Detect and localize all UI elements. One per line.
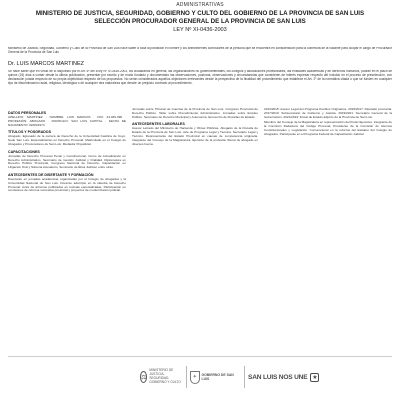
footer-divider: [244, 366, 245, 388]
candidate-name: Dr. LUIS MARCOS MARTINEZ: [8, 61, 84, 67]
column-left: [8, 108, 126, 358]
training-text: Jornadas de Derecho Procesal Penal y Constitucional, Curso de Actualización en Derecho Administrativo, Seminario de Gestión Judicial y Oralidad, Diplomatura en Derecho Público Provincial, Congreso Nacional de Derecho, Capacitación en Litigación Oral y Sistema Acusatorio, Seminario de Ética Judicial, entre otras.: [8, 153, 126, 170]
seal-icon: ⚖: [140, 371, 147, 383]
ministry-title: MINISTERIO DE JUSTICIA, SEGURIDAD, GOBIERNO Y CULTO DEL GOBIERNO DE LA PROVINCIA DE SAN LUIS: [35, 10, 365, 17]
middle-text-b: Asesor Letrado del Ministerio de Hacienda y Obras Públicas. Abogado de la Fiscalía de Estado de la Provincia de San Luis. Jefe de Programa Legal y Técnica. Secretario Legal y Técnico. Representante del Estado Provincial en causas de competencia originaria. Integrante del Consejo de la Magistratura. Ejercicio de la profesión liberal de abogado en diversos fueros.: [132, 126, 258, 146]
ministry-logo: [140, 364, 184, 390]
middle-text-a: Jornadas sobre Tribunal de Cuentas de la Provincia de San Luis. Congreso Provincial de Derecho Público. Taller sobre Procedimiento Administrativo. Jornadas sobre Empleo Público. Seminario de Derecho Municipal y Autonomía. Encuentro de Fiscalías de Estado.: [132, 108, 258, 119]
speaker-text: Disertante en jornadas académicas organizadas por el Colegio de Abogados y la Universidad Nacional de San Luis. Docente adscripto en la cátedra de Derecho Procesal. Autor de artículos publicados en revistas especializadas. Participación en comisiones de reforma normativa provincial y proyectos de modernización judicial.: [8, 176, 126, 193]
government-logo: [190, 364, 240, 390]
ministry-logo-text: MINISTERIO DE JUSTICIA, SEGURIDAD, GOBIERNO Y CULTO: [149, 368, 181, 384]
footer-divider: [186, 366, 187, 388]
notice-paragraph: Se hace saber que en virtud de lo dispuesto por el Art. 6º del a ley Nº IV-0436-2003, los ciudadanos en general, las organizaciones no gubernamentales, los colegios y asociaciones profesionales, las entidades académicas y de derechos humanos, podrán en el plazo de quince (15) días a contar desde la última publicación, presentar por escrito y de modo fundado y documentado las observaciones, posturas, observaciones y circunstancias que consideren de interés expresar respecto del incluido en el proceso de preselección, con declaración jurada respecto de su propia objetividad respecto de los propuestos. No serán considerados aquellos objeciones irrelevantes desde la perspectiva de la finalidad del procedimiento que establece el Art. 2º de la normativa citada o que se funden en cualquier tipo de discriminación racial, religiosa, ideológica o de cualquier otra naturaleza que denote un prejuicio contrario al procedimiento.: [8, 70, 392, 85]
degrees-heading: TÍTULOS Y POSGRADOS: [8, 130, 51, 135]
personal-data-heading: DATOS PERSONALES: [8, 111, 47, 115]
star-icon: ★: [312, 374, 318, 381]
intro-paragraph: Ministerio de Justicia, Seguridad, Gobierno y Culto de la Provincia de San Luis hace saber a toda la población el nombre y los antecedentes curriculares de la persona que se encuentra en consideración para la cobertura de la vacante para ocupar el cargo de Procurador General de la Provincia de San Luis: [8, 47, 392, 54]
page-title: SELECCIÓN PROCURADOR GENERAL DE LA PROVINCIA DE SAN LUIS: [94, 18, 306, 25]
document-header: [0, 2, 400, 33]
government-logo-text: GOBIERNO DE SAN LUIS: [201, 373, 234, 381]
right-text-b: Miembro del Consejo de la Magistratura en representación del Poder Ejecutivo. Integrante de la Comisión Redactora del Código Procesal. Presidente de la Comisión de Asuntos Constitucionales y Legislación. Convencional en la reforma del Estatuto del Colegio de Abogados. Participante en el Programa Federal de Capacitación Judicial.: [264, 120, 392, 136]
training-heading: CAPACITACIONES: [8, 149, 40, 154]
section-kicker: ADMINISTRATIVAS: [176, 2, 224, 8]
brand-text: SAN LUIS NOS UNE: [248, 373, 308, 381]
right-text-a: 2013/2015: Asesor Legal del Programa Pueblos Originarios. 2015/2017: Diputado provincial. 2017/2019: Subsecretario de Gobierno y Justicia. 2019/2021: Secretario General de la Gobernación. 2021/2023: Fiscal de Estado adjunto de la Provincia de San Luis.: [264, 108, 392, 119]
column-middle: [132, 108, 258, 358]
law-reference: LEY Nº XI-0436-2003: [173, 27, 227, 33]
speaker-heading: ANTECEDENTES DE DISERTANTE Y FORMACIÓN: [8, 172, 94, 177]
crest-icon: ✦: [190, 371, 200, 384]
degrees-text: Abogado. Egresado de la carrera de Derecho de la Universidad Católica de Cuyo, Sede San Luis. Especialización en Derecho Procesal. Matriculado en el Colegio de Abogados y Procuradores de San Luis. Mediador Prejudicial.: [8, 134, 126, 146]
personal-data-text: APELLIDO: MARTINEZ · NOMBRE: LUIS MARCOS · DNI: 24.039.398 · PROFESIÓN: ABOGADO · DOMICILIO: SAN LUIS CAPITAL · FECHA DE NACIMIENTO: 02/09/1974: [8, 115, 126, 127]
brand-logo: [248, 364, 328, 390]
footer: [0, 356, 400, 400]
footer-rule: [8, 356, 392, 357]
work-history-heading: ANTECEDENTES LABORALES: [132, 122, 185, 127]
column-right: [264, 108, 392, 358]
